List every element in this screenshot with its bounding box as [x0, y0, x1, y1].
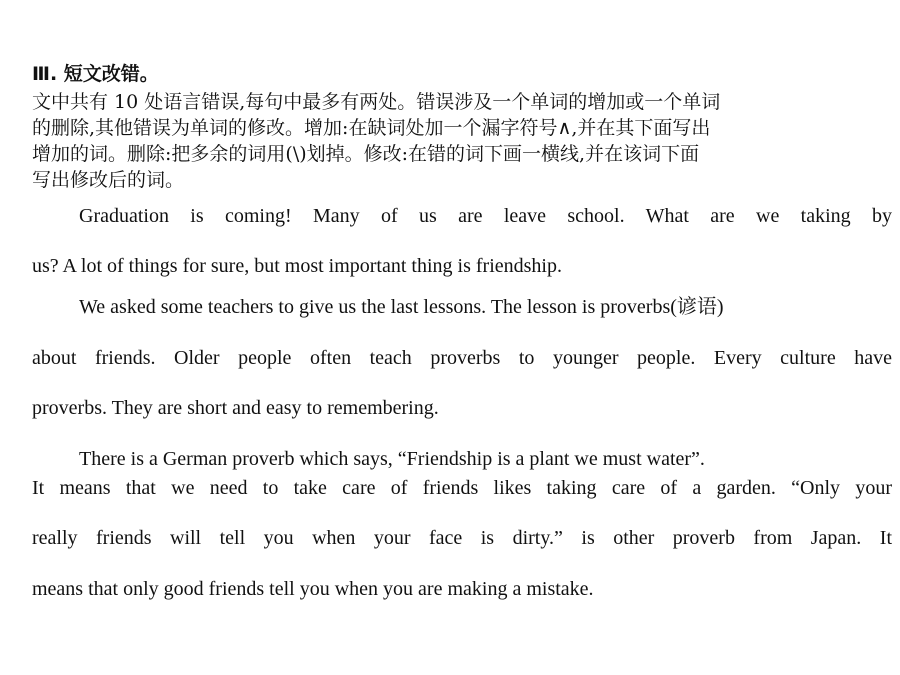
instruction-line-3: 增加的词。删除:把多余的词用(\)划掉。修改:在错的词下画一横线,并在该词下面	[32, 143, 700, 165]
passage-line-2: us? A lot of things for sure, but most important thing is friendship.	[32, 255, 562, 277]
passage-line-9: means that only good friends tell you when you are making a mistake.	[32, 578, 594, 600]
passage-line-1: Graduation is coming! Many of us are leave school. What are we taking by	[79, 205, 892, 227]
instruction-line-1: 文中共有 10 处语言错误,每句中最多有两处。错误涉及一个单词的增加或一个单词	[32, 91, 721, 113]
instruction-line-2: 的删除,其他错误为单词的修改。增加:在缺词处加一个漏字符号∧,并在其下面写出	[32, 117, 711, 139]
passage-line-8: really friends will tell you when your face is dirty.” is other proverb from Japan. It	[32, 527, 892, 549]
passage-line-7: It means that we need to take care of friends likes taking care of a garden. “Only your	[32, 477, 892, 499]
instruction-line-4: 写出修改后的词。	[32, 169, 185, 191]
section-title: Ⅲ. 短文改错。	[32, 63, 159, 85]
passage-line-5: proverbs. They are short and easy to remembering.	[32, 397, 439, 419]
passage-line-4: about friends. Older people often teach proverbs to younger people. Every culture have	[32, 347, 892, 369]
passage-line-6: There is a German proverb which says, “Friendship is a plant we must water”.	[79, 448, 705, 470]
passage-line-3: We asked some teachers to give us the last lessons. The lesson is proverbs(谚语)	[79, 296, 724, 318]
